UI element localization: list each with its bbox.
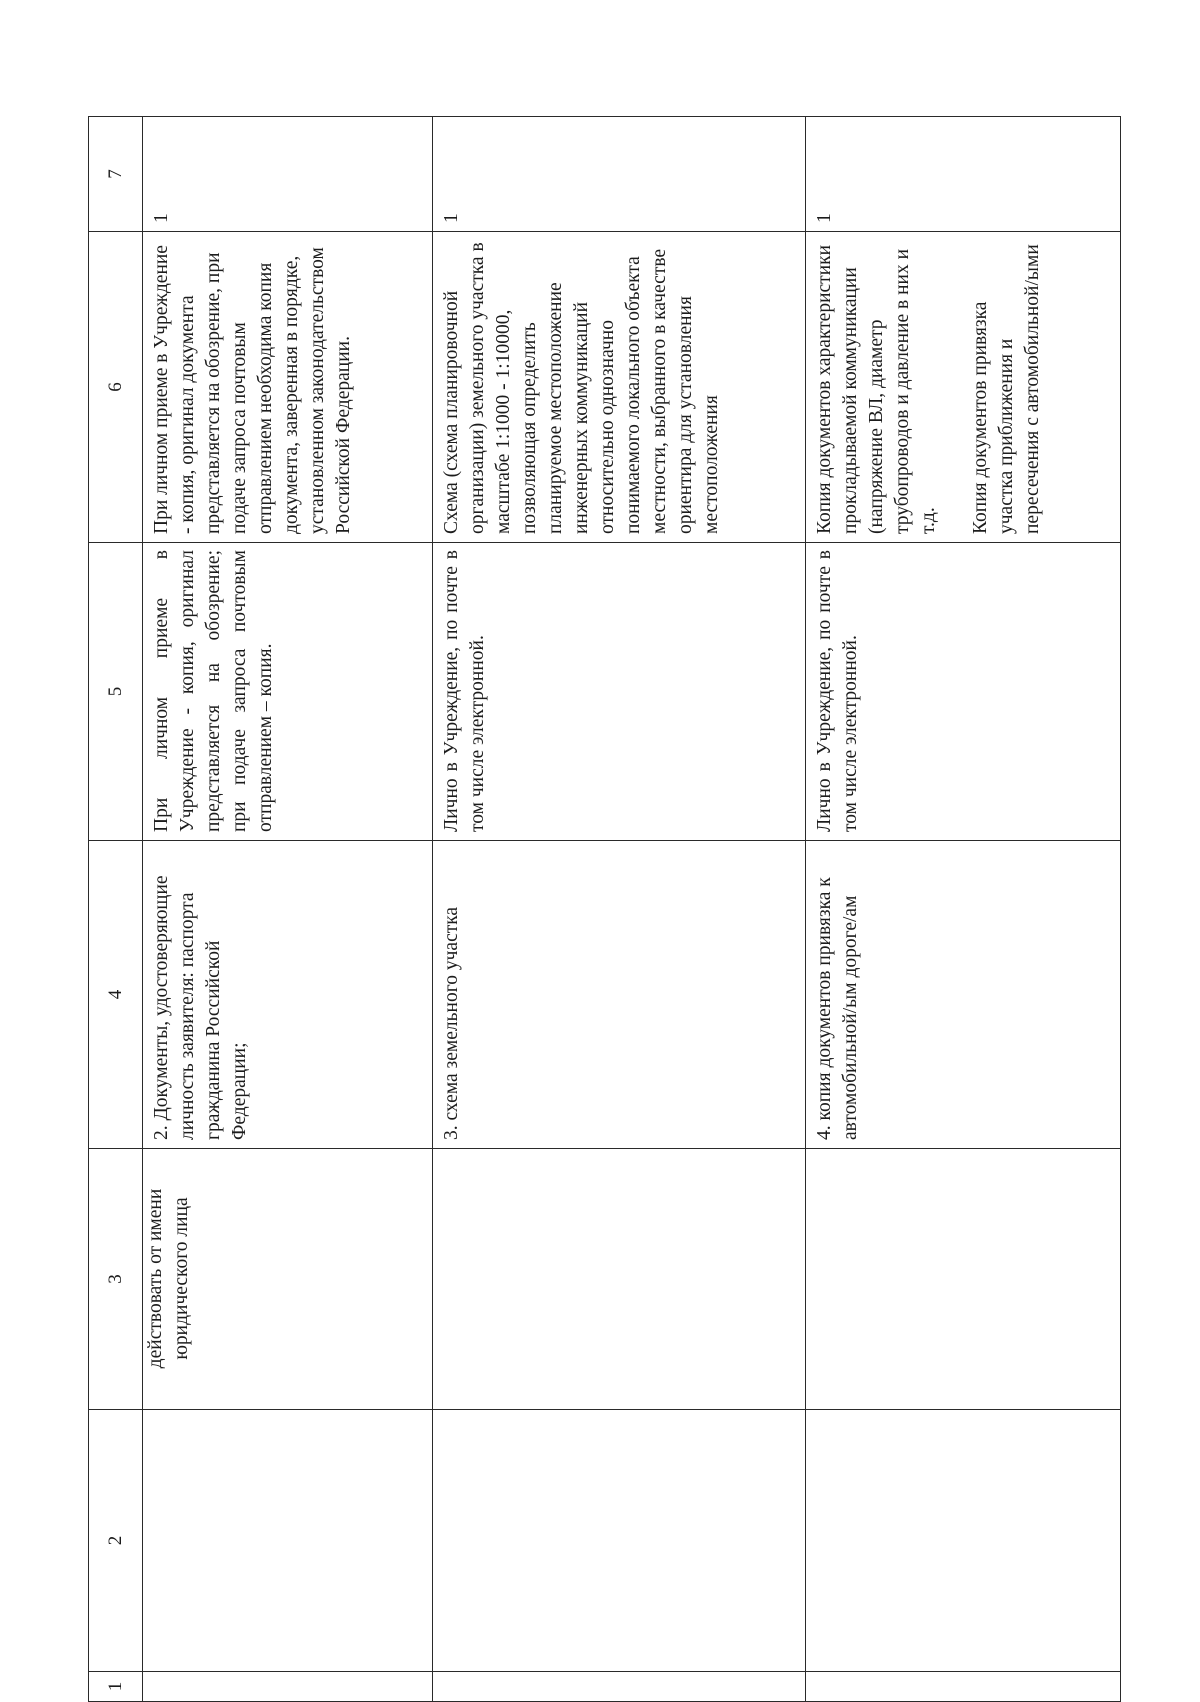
submission-method-text: При личном приеме в Учреждение - копия, оригинал представляется на обозрение; при подаче запроса почтовым отправлением – копия. bbox=[151, 550, 276, 832]
applicant-category-text: действовать от имени юридического лица bbox=[145, 1188, 192, 1369]
table-cell bbox=[806, 117, 1121, 232]
table-cell bbox=[433, 1410, 806, 1672]
column-header: 4 bbox=[89, 841, 143, 1149]
table-cell bbox=[806, 841, 1121, 1149]
table-cell bbox=[143, 841, 433, 1149]
table-cell bbox=[433, 232, 806, 543]
count-value: 1 bbox=[441, 213, 462, 223]
requirements-table bbox=[88, 116, 1121, 1702]
table-cell bbox=[143, 1672, 433, 1702]
table-cell bbox=[433, 841, 806, 1149]
table-row bbox=[806, 117, 1121, 1702]
document-requirements-text: Схема (схема планировочной организации) земельного участка в масштабе 1:1000 - 1:10000, позволяющая определить планируемое местоположение инженерных коммуникаций относительно однозначно понимаемого локального объекта местности, выбранного в качестве ориентира для установления местоположения bbox=[441, 242, 722, 534]
cell-text bbox=[433, 1410, 443, 1671]
table-cell bbox=[806, 232, 1121, 543]
table-cell bbox=[806, 543, 1121, 841]
table-cell bbox=[806, 1672, 1121, 1702]
table-cell bbox=[433, 1672, 806, 1702]
table-cell bbox=[806, 1410, 1121, 1672]
submission-method-text: Лично в Учреждение, по почте в том числе электронной. bbox=[441, 550, 488, 832]
table-cell bbox=[143, 543, 433, 841]
table-cell bbox=[143, 1149, 433, 1410]
table-row bbox=[433, 117, 806, 1702]
table-header-row bbox=[89, 117, 143, 1702]
table-cell bbox=[433, 1149, 806, 1410]
applicant-category-text bbox=[806, 1149, 810, 1409]
cell-text bbox=[806, 1410, 816, 1671]
document-name-text: 2. Документы, удостоверяющие личность заявителя: паспорта гражданина Российской Федерации; bbox=[151, 875, 250, 1140]
table-cell bbox=[143, 232, 433, 543]
column-header: 6 bbox=[89, 232, 143, 543]
column-header: 2 bbox=[89, 1410, 143, 1672]
column-header: 1 bbox=[89, 1672, 143, 1702]
column-header: 5 bbox=[89, 543, 143, 841]
table-row bbox=[143, 117, 433, 1702]
applicant-category-text bbox=[433, 1149, 437, 1409]
paragraph-gap bbox=[942, 239, 968, 534]
table-cell bbox=[806, 1149, 1121, 1410]
table-cell bbox=[143, 1410, 433, 1672]
table-cell bbox=[433, 117, 806, 232]
count-value: 1 bbox=[814, 213, 835, 223]
document-name-text: 4. копия документов привязка к автомобильной/ым дороге/ам bbox=[814, 877, 861, 1140]
cell-text bbox=[143, 1410, 153, 1671]
road-binding-copy-text: Копия документов привязка участка приближения и пересечения с автомобильной/ыми bbox=[970, 244, 1043, 534]
submission-method-text: Лично в Учреждение, по почте в том числе электронной. bbox=[814, 550, 861, 832]
column-header: 7 bbox=[89, 117, 143, 232]
table-cell bbox=[143, 117, 433, 232]
count-value: 1 bbox=[151, 213, 172, 223]
table-cell bbox=[433, 543, 806, 841]
column-header: 3 bbox=[89, 1149, 143, 1410]
document-requirements-block bbox=[806, 232, 1050, 542]
rotated-page-content bbox=[88, 117, 1116, 1702]
document-name-text: 3. схема земельного участка bbox=[441, 906, 462, 1140]
characteristics-copy-text: Копия документов характеристики прокладываемой коммуникации (напряжение ВЛ, диаметр трубопроводов и давление в них и т.д. bbox=[814, 244, 939, 534]
document-requirements-text: При личном приеме в Учреждение - копия, оригинал документа представляется на обозрение, при подаче запроса почтовым отправлением необходима копия документа, заверенная в порядке, установленном законодательством Российской Федерации. bbox=[151, 245, 354, 534]
